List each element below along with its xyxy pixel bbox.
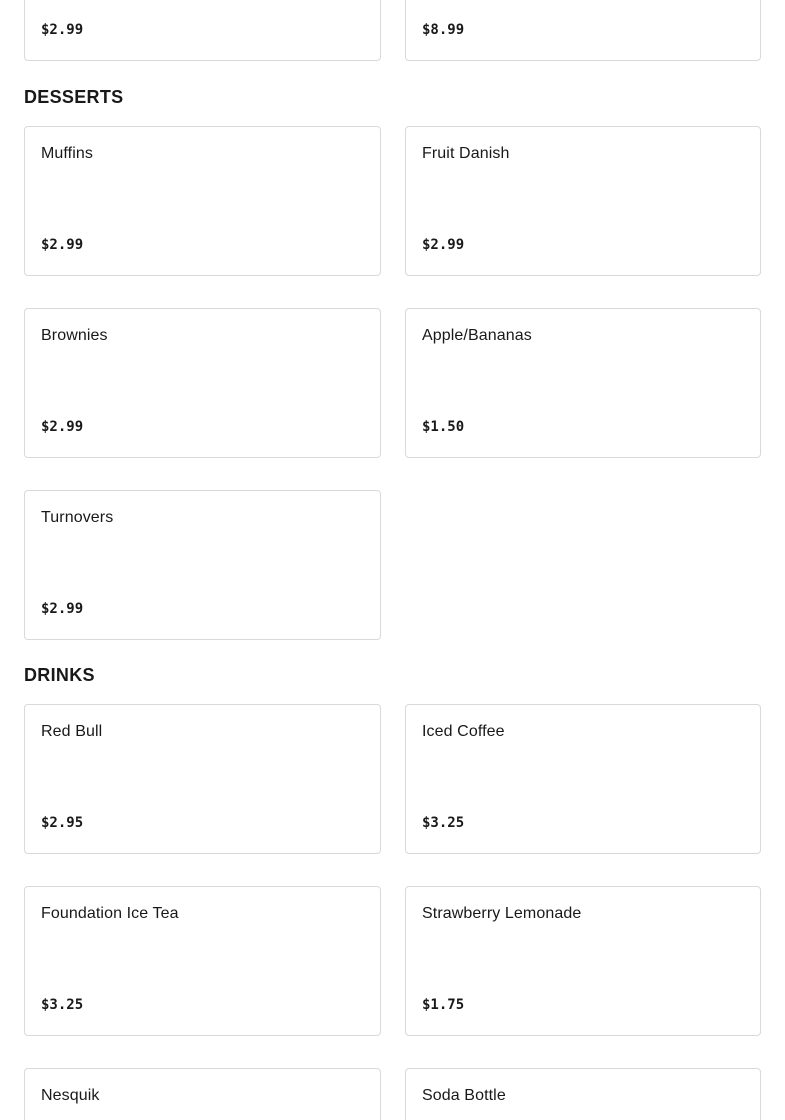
menu-item-card[interactable] xyxy=(24,308,381,458)
menu-item-card[interactable] xyxy=(24,1068,381,1120)
item-price: $8.99 xyxy=(422,22,465,38)
item-name: Soda Bottle xyxy=(422,1087,506,1104)
item-price: $2.99 xyxy=(41,22,84,38)
menu-item-card[interactable] xyxy=(405,886,761,1036)
item-price: $2.99 xyxy=(41,237,84,253)
item-price: $3.25 xyxy=(422,815,465,831)
menu-item-card[interactable] xyxy=(405,1068,761,1120)
section-title-desserts: DESSERTS xyxy=(24,87,124,107)
menu-item-card[interactable] xyxy=(24,886,381,1036)
menu-item-card[interactable] xyxy=(405,308,761,458)
item-name: Iced Coffee xyxy=(422,723,505,740)
item-name: Turnovers xyxy=(41,509,114,526)
menu-item-card[interactable] xyxy=(24,490,381,640)
menu-item-card[interactable] xyxy=(24,126,381,276)
item-price: $2.99 xyxy=(41,419,84,435)
item-name: Muffins xyxy=(41,145,93,162)
item-price: $2.99 xyxy=(422,237,465,253)
section-title-drinks: DRINKS xyxy=(24,665,95,685)
menu-item-card[interactable] xyxy=(405,704,761,854)
item-price: $2.99 xyxy=(41,601,84,617)
item-price: $2.95 xyxy=(41,815,84,831)
menu-item-card[interactable] xyxy=(405,126,761,276)
item-name: Nesquik xyxy=(41,1087,100,1104)
item-name: Red Bull xyxy=(41,723,103,740)
item-name: Foundation Ice Tea xyxy=(41,905,179,922)
item-name: Fruit Danish xyxy=(422,145,510,162)
item-price: $3.25 xyxy=(41,997,84,1013)
item-name: Strawberry Lemonade xyxy=(422,905,582,922)
item-name: Apple/Bananas xyxy=(422,327,532,344)
item-name: Brownies xyxy=(41,327,108,344)
item-price: $1.75 xyxy=(422,997,465,1013)
menu-item-card[interactable] xyxy=(24,0,381,61)
item-price: $1.50 xyxy=(422,419,465,435)
menu-item-card[interactable] xyxy=(405,0,761,61)
menu-item-card[interactable] xyxy=(24,704,381,854)
